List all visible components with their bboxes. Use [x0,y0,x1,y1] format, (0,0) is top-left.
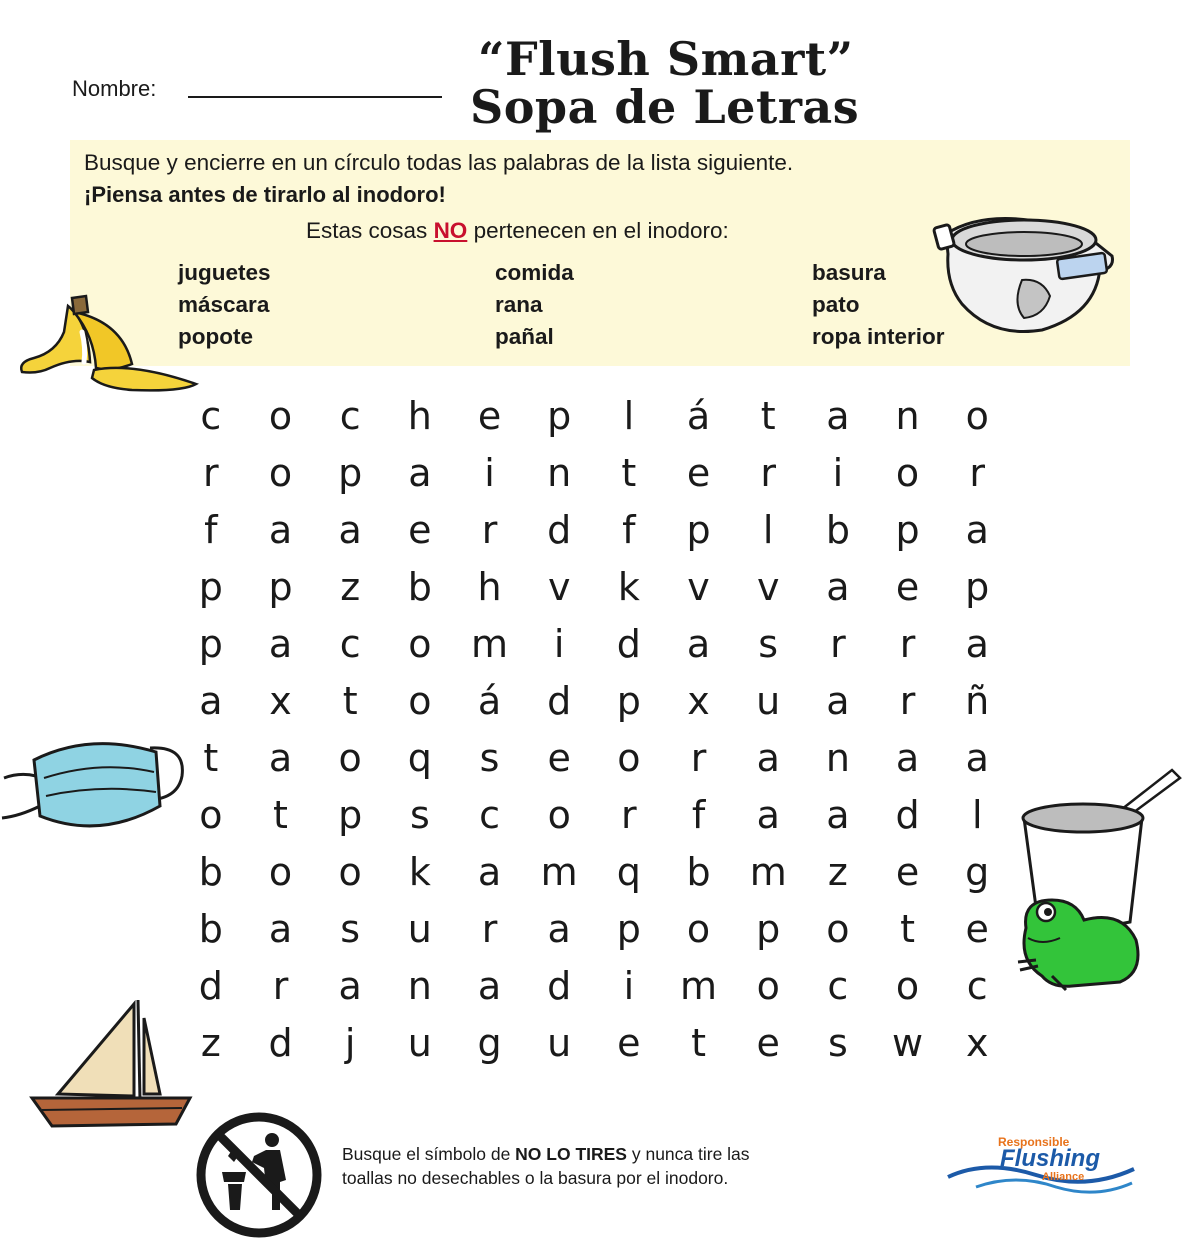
grid-letter[interactable]: á [686,394,711,438]
instructions-line-1: Busque y encierre en un círculo todas las palabras de la lista siguiente. [84,150,794,175]
grid-letter[interactable]: e [895,850,920,894]
grid-row [176,445,1012,502]
grid-letter[interactable]: o [547,793,571,837]
grid-letter[interactable]: e [686,451,711,495]
grid-letter[interactable]: o [408,679,432,723]
grid-letter[interactable]: b [825,508,850,552]
grid-letter[interactable]: k [408,850,431,894]
grid-row [176,673,1012,730]
no-littering-symbol-icon [194,1110,324,1240]
grid-letter[interactable]: r [203,451,219,495]
grid-row [176,502,1012,559]
grid-letter[interactable]: o [408,622,432,666]
grid-letter[interactable]: a [826,565,850,609]
grid-letter[interactable]: a [268,736,293,780]
grid-letter[interactable]: e [756,1021,780,1065]
word-list-item: popote [178,324,253,349]
grid-letter[interactable]: a [338,964,362,1008]
grid-letter[interactable]: r [899,622,916,666]
frog-icon [1012,890,1144,994]
grid-letter[interactable]: s [827,1021,848,1065]
grid-letter[interactable]: o [338,850,362,894]
grid-letter[interactable]: r [272,964,289,1008]
grid-letter[interactable]: o [895,964,920,1008]
grid-letter[interactable]: a [965,736,989,780]
grid-letter[interactable]: r [481,907,498,951]
grid-letter[interactable]: a [268,508,293,552]
grid-letter[interactable]: e [408,508,432,552]
grid-letter[interactable]: p [616,907,641,951]
grid-letter[interactable]: l [971,793,983,837]
grid-letter[interactable]: p [338,793,363,837]
grid-letter[interactable]: o [268,394,293,438]
grid-letter[interactable]: a [338,508,362,552]
grid-letter[interactable]: p [616,679,641,723]
grid-letter[interactable]: p [965,565,990,609]
grid-letter[interactable]: j [344,1021,356,1065]
grid-letter[interactable]: o [965,394,989,438]
grid-letter[interactable]: s [479,736,500,780]
grid-letter[interactable]: a [686,622,711,666]
word-list-item: pato [812,292,860,317]
grid-letter[interactable]: a [965,508,989,552]
name-field-line[interactable] [188,96,442,98]
grid-letter[interactable]: o [199,793,223,837]
grid-letter[interactable]: z [200,1021,221,1065]
grid-letter[interactable]: n [407,964,432,1008]
grid-letter[interactable]: p [268,565,293,609]
grid-letter[interactable]: b [407,565,432,609]
grid-letter[interactable]: v [687,565,710,609]
responsible-flushing-alliance-logo [946,1135,1136,1195]
word-list-item: comida [495,260,574,285]
grid-letter[interactable]: a [477,850,502,894]
grid-letter[interactable]: n [825,736,850,780]
grid-letter[interactable]: a [895,736,920,780]
grid-letter[interactable]: u [407,907,432,951]
grid-letter[interactable]: t [760,394,776,438]
grid-row [176,616,1012,673]
grid-row [176,787,1012,844]
grid-letter[interactable]: n [547,451,572,495]
word-list-item: rana [495,292,543,317]
grid-letter[interactable]: m [749,850,787,894]
grid-letter[interactable]: b [686,850,711,894]
grid-letter[interactable]: r [760,451,777,495]
grid-letter[interactable]: e [895,565,920,609]
grid-letter[interactable]: o [826,907,850,951]
logo-line-1: Responsible [998,1135,1070,1149]
grid-letter[interactable]: a [547,907,571,951]
grid-letter[interactable]: t [273,793,288,837]
grid-letter[interactable]: h [407,394,432,438]
grid-letter[interactable]: a [826,394,850,438]
grid-letter[interactable]: o [756,964,780,1008]
grid-letter[interactable]: g [965,850,990,894]
grid-letter[interactable]: x [269,679,292,723]
grid-letter[interactable]: c [966,964,988,1008]
grid-letter[interactable]: p [895,508,920,552]
grid-letter[interactable]: x [687,679,710,723]
grid-letter[interactable]: a [268,622,293,666]
name-label: Nombre: [72,76,157,101]
grid-letter[interactable]: p [338,451,363,495]
grid-letter[interactable]: a [756,793,780,837]
grid-letter[interactable]: o [617,736,641,780]
grid-letter[interactable]: o [686,907,711,951]
grid-letter[interactable]: d [547,679,572,723]
grid-letter[interactable]: u [547,1021,572,1065]
grid-letter[interactable]: d [268,1021,293,1065]
sailboat-icon [28,996,194,1132]
grid-letter[interactable]: t [203,736,219,780]
grid-letter[interactable]: a [408,451,432,495]
no-lo-tires-emphasis: NO LO TIRES [515,1144,627,1164]
grid-letter[interactable]: o [895,451,920,495]
grid-row [176,958,1012,1015]
grid-letter[interactable]: o [268,451,293,495]
grid-letter[interactable]: a [477,964,502,1008]
grid-letter[interactable]: c [339,394,361,438]
grid-letter[interactable]: i [832,451,844,495]
grid-letter[interactable]: a [826,793,850,837]
grid-letter[interactable]: x [965,1021,989,1065]
grid-letter[interactable]: p [198,622,223,666]
grid-row [176,1015,1012,1072]
grid-letter[interactable]: f [691,793,706,837]
grid-letter[interactable]: a [268,907,293,951]
grid-letter[interactable]: e [547,736,571,780]
grid-row [176,559,1012,616]
grid-letter[interactable]: q [407,736,432,780]
face-mask-icon [0,736,190,836]
grid-letter[interactable]: q [616,850,641,894]
grid-letter[interactable]: a [965,622,989,666]
grid-letter[interactable]: k [617,565,640,609]
grid-row [176,901,1012,958]
grid-letter[interactable]: c [200,394,222,438]
grid-letter[interactable]: n [895,394,920,438]
footer-text-end: y nunca tire las [626,1144,750,1164]
instructions-line-3 [306,218,729,244]
grid-letter[interactable]: a [826,679,850,723]
grid-letter[interactable]: m [680,964,718,1008]
grid-letter[interactable]: z [340,565,361,609]
instructions-line-2: ¡Piensa antes de tirarlo al inodoro! [84,182,446,207]
grid-letter[interactable]: c [479,793,500,837]
grid-letter[interactable]: v [756,565,780,609]
grid-letter[interactable]: i [623,964,635,1008]
logo-line-2: Flushing [1000,1145,1100,1172]
logo-line-3: Alliance [1042,1171,1085,1183]
grid-letter[interactable]: r [969,451,986,495]
instructions-line-3-start: Estas cosas [306,218,434,243]
grid-letter[interactable]: h [477,565,502,609]
grid-row [176,844,1012,901]
grid-letter[interactable]: o [338,736,362,780]
grid-letter[interactable]: c [339,622,361,666]
grid-letter[interactable]: t [342,679,358,723]
title-line-2: Sopa de Letras [470,80,860,134]
grid-letter[interactable]: d [547,508,572,552]
diaper-icon [932,204,1120,340]
grid-letter[interactable]: s [340,907,361,951]
grid-letter[interactable]: r [690,736,707,780]
grid-letter[interactable]: l [623,394,635,438]
grid-letter[interactable]: a [199,679,223,723]
grid-letter[interactable]: t [900,907,915,951]
word-list-item: ropa interior [812,324,945,349]
grid-letter[interactable]: e [965,907,989,951]
grid-letter[interactable]: p [756,907,781,951]
grid-letter[interactable]: r [830,622,846,666]
grid-letter[interactable]: d [547,964,572,1008]
word-search-grid [176,388,1012,1072]
grid-letter[interactable]: a [756,736,780,780]
grid-letter[interactable]: i [484,451,495,495]
grid-letter[interactable]: f [204,508,218,552]
grid-letter[interactable]: m [471,622,509,666]
title-line-1: “Flush Smart” [478,32,854,86]
grid-letter[interactable]: u [756,679,781,723]
grid-letter[interactable]: g [477,1021,502,1065]
grid-letter[interactable]: v [547,565,571,609]
grid-letter[interactable]: ñ [965,679,990,723]
grid-letter[interactable]: w [892,1021,924,1065]
grid-letter[interactable]: i [553,622,565,666]
grid-row [176,388,1012,445]
grid-letter[interactable]: r [621,793,637,837]
grid-letter[interactable]: t [621,451,637,495]
word-list-item: máscara [178,292,270,317]
banana-peel-icon [12,292,204,398]
grid-letter[interactable]: z [827,850,848,894]
grid-letter[interactable]: p [198,565,223,609]
grid-letter[interactable]: á [477,679,502,723]
word-list-item: pañal [495,324,554,349]
grid-letter[interactable]: e [477,394,502,438]
grid-letter[interactable]: u [407,1021,432,1065]
grid-letter[interactable]: e [617,1021,641,1065]
no-emphasis: NO [433,218,468,243]
grid-letter[interactable]: s [758,622,779,666]
footer-text-line-2: toallas no desechables o la basura por el inodoro. [342,1168,729,1188]
grid-letter[interactable]: d [198,964,223,1008]
grid-letter[interactable]: t [691,1021,706,1065]
footer-text-start: Busque el símbolo de [342,1144,516,1164]
grid-letter[interactable]: b [198,907,223,951]
grid-letter[interactable]: s [409,793,430,837]
grid-letter[interactable]: p [686,508,711,552]
grid-letter[interactable]: d [616,622,641,666]
grid-row [176,730,1012,787]
instructions-line-3-end: pertenecen en el inodoro: [467,218,729,243]
grid-letter[interactable]: o [268,850,293,894]
grid-letter[interactable]: c [827,964,849,1008]
grid-letter[interactable]: r [899,679,916,723]
footer-message [342,1142,750,1190]
grid-letter[interactable]: d [895,793,920,837]
grid-letter[interactable]: f [622,508,636,552]
grid-letter[interactable]: l [762,508,774,552]
grid-letter[interactable]: b [198,850,223,894]
grid-letter[interactable]: m [540,850,578,894]
grid-letter[interactable]: p [547,394,572,438]
word-list-item: basura [812,260,886,285]
word-list-item: juguetes [178,260,271,285]
grid-letter[interactable]: r [481,508,498,552]
